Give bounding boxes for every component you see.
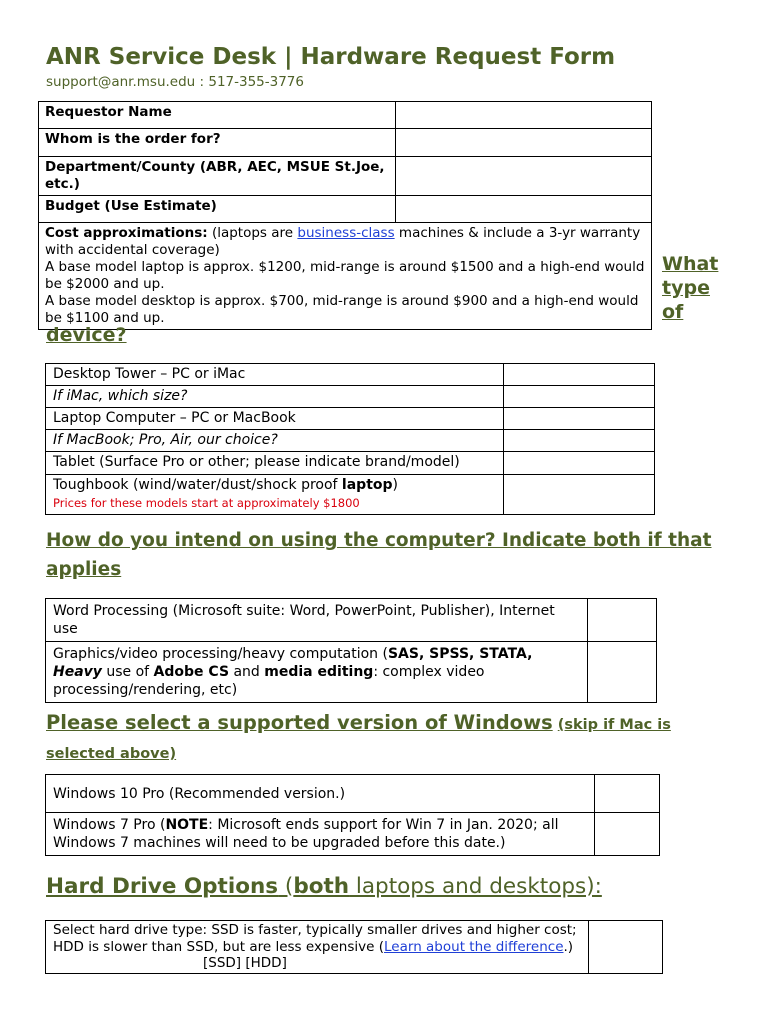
device-imac-size-field[interactable] <box>504 386 655 408</box>
cost-desktop: A base model desktop is approx. $700, mid-range is around $900 and a high-end would be $1100 and up. <box>45 293 639 326</box>
usage-graphics-c: Heavy <box>53 664 102 680</box>
device-heading-line-1: What <box>662 253 719 275</box>
harddrive-options[interactable]: [SSD] [HDD] <box>203 955 287 971</box>
harddrive-table <box>45 920 663 974</box>
device-heading-line-3: of <box>662 301 684 323</box>
harddrive-heading-a: Hard Drive Options <box>46 874 279 899</box>
device-desktop-tower-check[interactable] <box>504 364 655 386</box>
harddrive-heading <box>46 874 602 899</box>
device-tablet-field[interactable] <box>504 452 655 475</box>
requestor-table <box>38 101 652 330</box>
budget-label: Budget (Use Estimate) <box>39 196 396 223</box>
device-heading-line-2: type <box>662 277 710 299</box>
toughbook-note: Prices for these models start at approximately $1800 <box>53 496 360 510</box>
harddrive-select-field[interactable] <box>589 921 663 974</box>
usage-graphics-check[interactable] <box>588 642 657 703</box>
requestor-name-field[interactable] <box>396 102 652 129</box>
department-field[interactable] <box>396 157 652 196</box>
usage-heading: How do you intend on using the computer? Indicate both if that applies <box>46 530 712 580</box>
business-class-link[interactable]: business-class <box>297 225 395 241</box>
cost-laptop: A base model laptop is approx. $1200, mid-range is around $1500 and a high-end would be $2000 and up. <box>45 259 645 292</box>
toughbook-post: ) <box>392 477 398 493</box>
usage-graphics-a: Graphics/video processing/heavy computation ( <box>53 646 388 662</box>
order-for-field[interactable] <box>396 129 652 157</box>
harddrive-heading-d: laptops and desktops): <box>349 874 602 899</box>
usage-table <box>45 598 657 703</box>
device-macbook-choice-field[interactable] <box>504 430 655 452</box>
harddrive-heading-c: both <box>293 874 350 899</box>
windows-7-check[interactable] <box>595 813 660 856</box>
windows-7-option <box>46 813 595 856</box>
windows-heading-note: (skip if Mac is selected above) <box>46 717 671 762</box>
harddrive-learn-link[interactable]: Learn about the difference <box>384 938 564 955</box>
harddrive-text: Select hard drive type: SSD is faster, typically smaller drives and higher cost; HDD is slower than SSD, but are less expensive ( <box>53 922 577 955</box>
usage-graphics-g: media editing <box>264 664 374 680</box>
cost-label: Cost approximations: <box>45 225 208 241</box>
windows-heading: Please select a supported version of Windows <box>46 711 553 734</box>
device-desktop-tower: Desktop Tower – PC or iMac <box>46 364 504 386</box>
device-tablet: Tablet (Surface Pro or other; please indicate brand/model) <box>46 452 504 475</box>
cost-intro-2: machines & include a 3-yr warranty with accidental coverage) <box>45 225 641 258</box>
device-table <box>45 363 655 515</box>
toughbook-pre: Toughbook (wind/water/dust/shock proof <box>53 477 342 493</box>
device-macbook-choice: If MacBook; Pro, Air, our choice? <box>46 430 504 452</box>
windows-7-note-label: NOTE <box>165 817 209 833</box>
windows-10-check[interactable] <box>595 775 660 813</box>
usage-graphics-f: and <box>229 664 265 680</box>
usage-graphics-e: Adobe CS <box>153 664 230 680</box>
windows-heading-block <box>46 708 726 768</box>
usage-word-processing: Word Processing (Microsoft suite: Word, PowerPoint, Publisher), Internet use <box>46 599 588 642</box>
device-heading-side <box>662 252 718 324</box>
device-laptop: Laptop Computer – PC or MacBook <box>46 408 504 430</box>
harddrive-text-end: .) <box>563 938 574 955</box>
cost-approximations <box>39 223 652 330</box>
windows-7-a: Windows 7 Pro ( <box>53 817 166 833</box>
toughbook-bold: laptop <box>341 477 393 493</box>
harddrive-description <box>46 921 589 974</box>
order-for-label: Whom is the order for? <box>39 129 396 157</box>
usage-graphics-b: SAS, SPSS, STATA, <box>387 646 533 662</box>
windows-10-option: Windows 10 Pro (Recommended version.) <box>46 775 595 813</box>
usage-graphics-h: : complex video processing/rendering, etc) <box>53 664 485 698</box>
usage-graphics <box>46 642 588 703</box>
requestor-name-label: Requestor Name <box>39 102 396 129</box>
windows-7-c: : Microsoft ends support for Win 7 in Jan. 2020; all Windows 7 machines will need to be upgraded before this date.) <box>53 817 559 851</box>
device-laptop-check[interactable] <box>504 408 655 430</box>
contact-info: support@anr.msu.edu : 517-355-3776 <box>46 74 304 90</box>
department-label: Department/County (ABR, AEC, MSUE St.Joe, etc.) <box>39 157 396 196</box>
device-toughbook-check[interactable] <box>504 475 655 515</box>
cost-intro-1: (laptops are <box>207 225 298 241</box>
device-imac-size: If iMac, which size? <box>46 386 504 408</box>
usage-graphics-d: use of <box>101 664 154 680</box>
harddrive-heading-b: ( <box>278 874 294 899</box>
device-heading-rest: device? <box>46 324 127 346</box>
budget-field[interactable] <box>396 196 652 223</box>
usage-word-processing-check[interactable] <box>588 599 657 642</box>
windows-table <box>45 774 660 856</box>
device-toughbook <box>46 475 504 515</box>
page-title: ANR Service Desk | Hardware Request Form <box>46 44 616 70</box>
